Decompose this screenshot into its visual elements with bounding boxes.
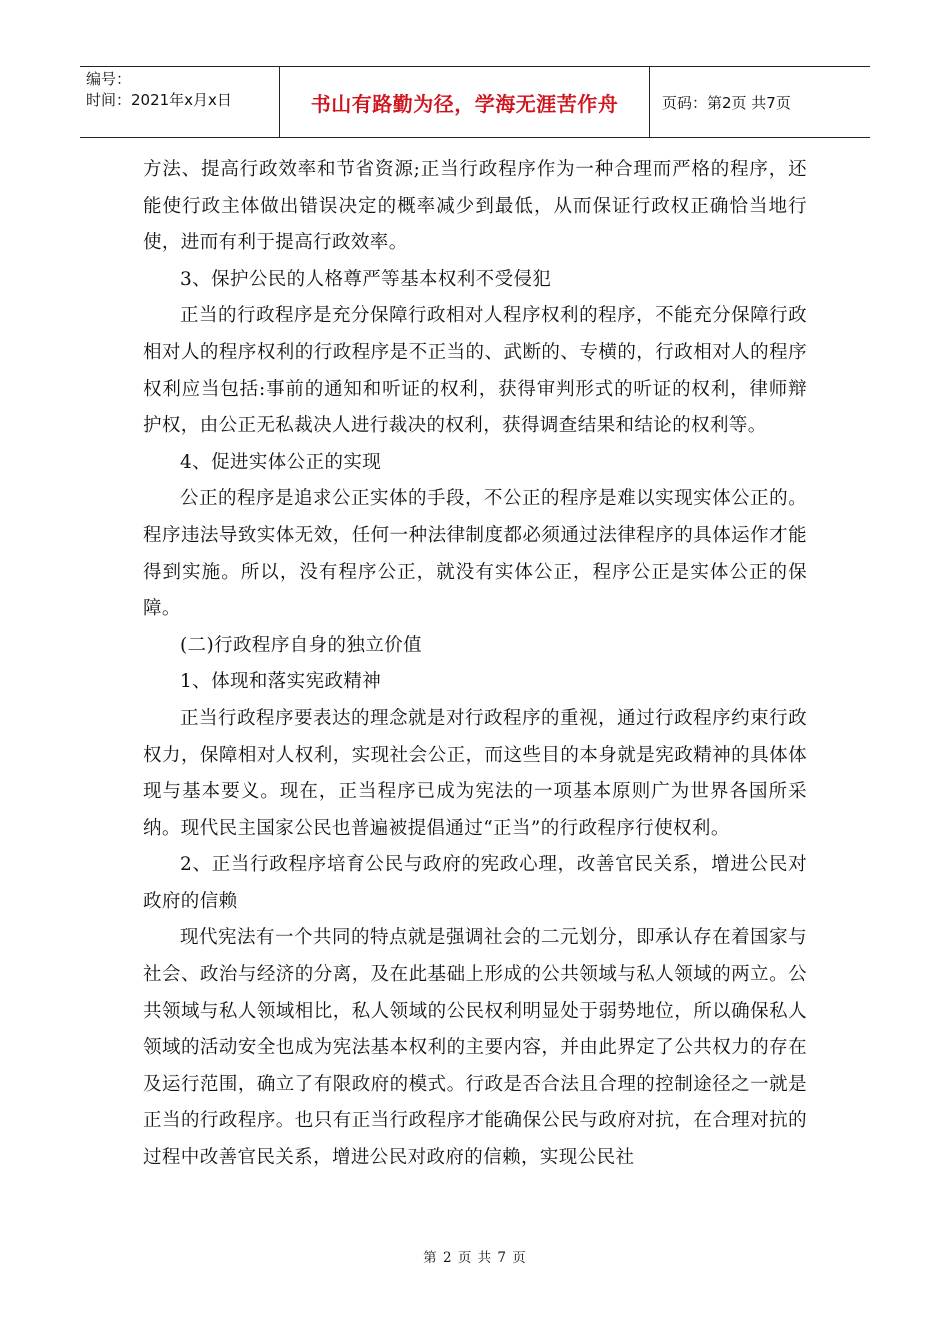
page-header <box>80 66 870 138</box>
section-heading: 1、体现和落实宪政精神 <box>180 671 382 693</box>
paragraph: 现代宪法有一个共同的特点就是强调社会的二元划分，即承认存在着国家与社会、政治与经济的分离，及在此基础上形成的公共领域与私人领域的两立。公共领域与私人领域相比，私人领域的公民权利明显处于弱势地位，所以确保私人领域的活动安全也成为宪法基本权利的主要内容，并由此界定了公共权力的存在及运行范围，确立了有限政府的模式。行政是否合法且合理的控制途径之一就是正当的行政程序。也只有正当行政程序才能确保公民与政府对抗，在合理对抗的过程中改善官民关系，增进公民对政府的信赖，实现公民社 <box>143 927 807 1169</box>
number-label: 编号： <box>86 70 132 88</box>
page-footer: 第 2 页 共 7 页 <box>423 1250 527 1266</box>
time-label: 时间：2021年x月x日 <box>86 91 232 109</box>
header-meta <box>80 67 280 137</box>
header-page-label: 页码：第2页 共7页 <box>662 93 791 112</box>
section-heading: 3、保护公民的人格尊严等基本权利不受侵犯 <box>180 268 552 290</box>
paragraph: 方法、提高行政效率和节省资源;正当行政程序作为一种合理而严格的程序，还能使行政主体做出错误决定的概率减少到最低，从而保证行政权正确恰当地行使，进而有利于提高行政效率。 <box>143 159 807 254</box>
section-heading: 2、正当行政程序培育公民与政府的宪政心理，改善官民关系，增进公民对政府的信赖 <box>143 854 807 912</box>
paragraph: 正当的行政程序是充分保障行政相对人程序权利的程序，不能充分保障行政相对人的程序权利的行政程序是不正当的、武断的、专横的，行政相对人的程序权利应当包括:事前的通知和听证的权利，获得审判形式的听证的权利，律师辩护权，由公正无私裁决人进行裁决的权利，获得调查结果和结论的权利等。 <box>143 305 807 437</box>
paragraph: 公正的程序是追求公正实体的手段，不公正的程序是难以实现实体公正的。程序违法导致实体无效，任何一种法律制度都必须通过法律程序的具体运作才能得到实施。所以，没有程序公正，就没有实体公正，程序公正是实体公正的保障。 <box>143 488 807 620</box>
paragraph: 正当行政程序要表达的理念就是对行政程序的重视，通过行政程序约束行政权力，保障相对人权利，实现社会公正，而这些目的本身就是宪政精神的具体体现与基本要义。现在，正当程序已成为宪法的一项基本原则广为世界各国所采纳。现代民主国家公民也普遍被提倡通过“正当”的行政程序行使权利。 <box>143 707 807 839</box>
section-heading: (二)行政程序自身的独立价值 <box>180 634 423 656</box>
document-body <box>143 152 807 1177</box>
header-motto: 书山有路勤为径，学海无涯苦作舟 <box>280 67 650 137</box>
section-heading: 4、促进实体公正的实现 <box>180 451 382 473</box>
